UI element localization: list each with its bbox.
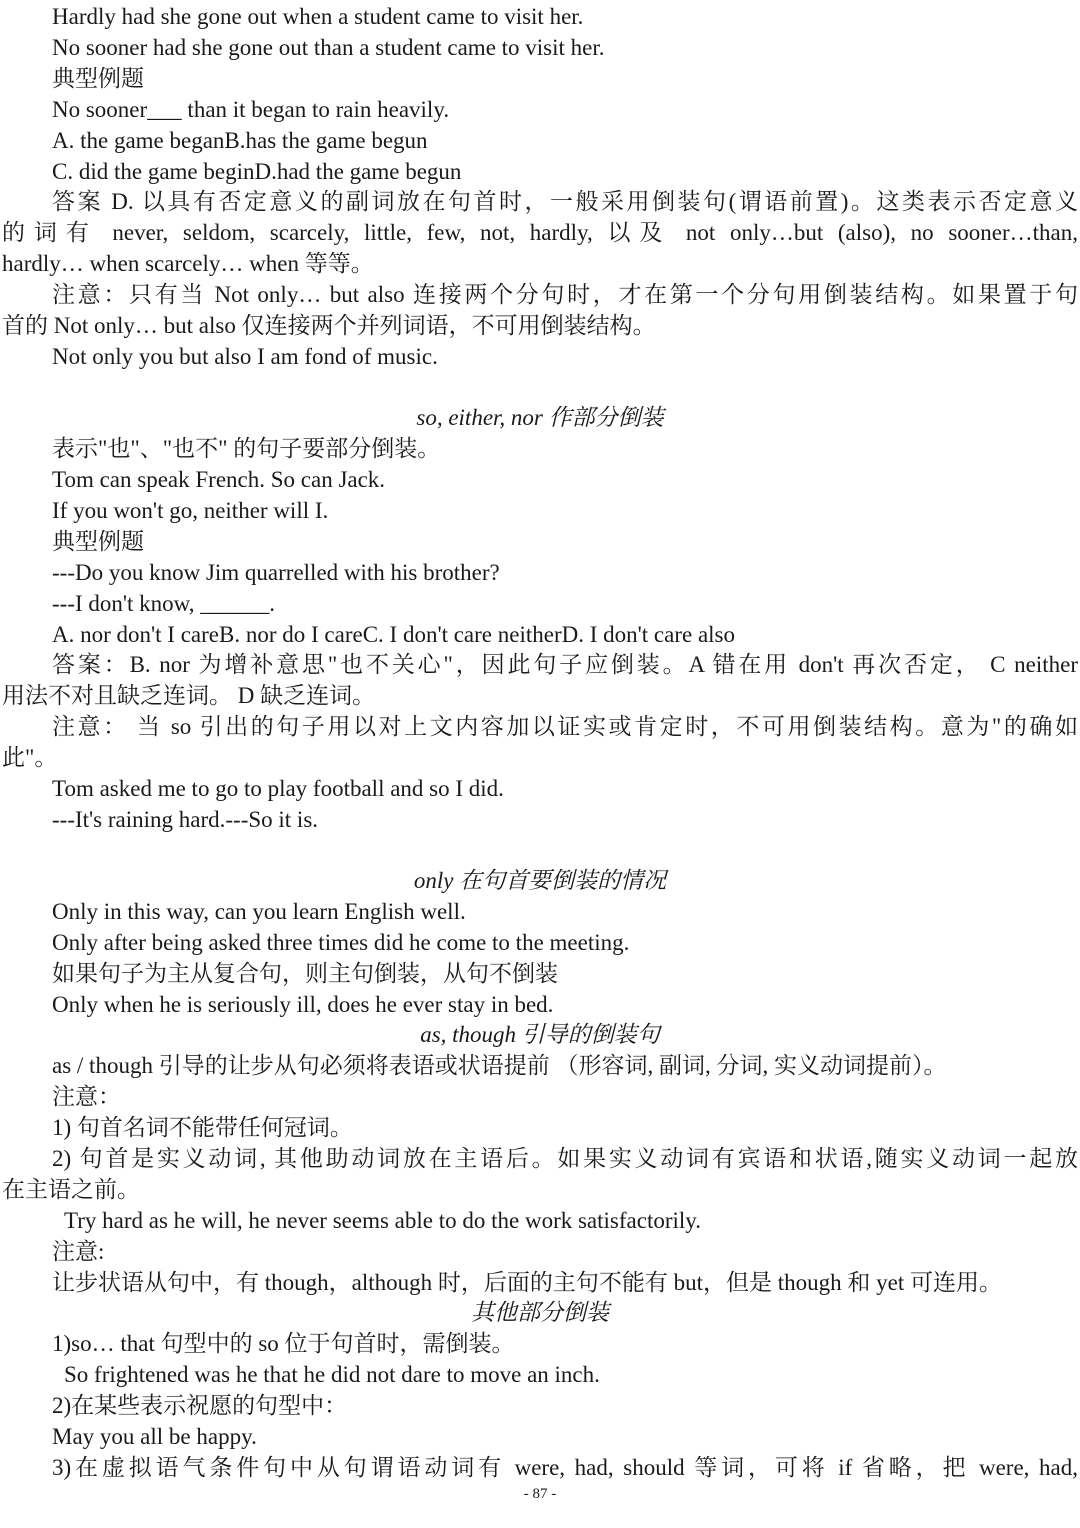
text-line: No sooner___ than it began to rain heavily.: [52, 97, 450, 122]
text-line: 典型例题: [52, 66, 144, 91]
note-line: 注意:: [52, 1239, 105, 1264]
rule-line: 1) 句首名词不能带任何冠词。: [52, 1115, 353, 1140]
text-line: 的词有 never, seldom, scarcely, little, few, not, hardly, 以及 not only…but (also), no sooner…than,: [2, 220, 1078, 245]
section-heading: only 在句首要倒装的情况: [413, 868, 667, 893]
dialogue-line: ---Do you know Jim quarrelled with his brother?: [52, 560, 500, 585]
note-line: 注意： 当 so 引出的句子用以对上文内容加以证实或肯定时，不可用倒装结构。意为"的确如: [52, 714, 1078, 739]
example-line: ---It's raining hard.---So it is.: [52, 807, 319, 832]
text-line: 表示"也"、"也不" 的句子要部分倒装。: [52, 436, 441, 461]
example-line: Tom asked me to go to play football and so I did.: [52, 776, 504, 801]
section-heading: 其他部分倒装: [471, 1300, 609, 1325]
example-line: May you all be happy.: [52, 1424, 257, 1449]
example-line: Only when he is seriously ill, does he ever stay in bed.: [52, 992, 554, 1017]
option-line: C. did the game beginD.had the game begun: [52, 159, 462, 184]
rule-line: 3)在虚拟语气条件句中从句谓语动词有 were, had, should 等词，可将 if 省略，把 were, had,: [52, 1455, 1078, 1480]
example-line: If you won't go, neither will I.: [52, 498, 329, 523]
text-line: 在主语之前。: [2, 1177, 140, 1202]
text-line: 用法不对且缺乏连词。 D 缺乏连词。: [2, 683, 376, 708]
text-line: as / though 引导的让步从句必须将表语或状语提前 （形容词, 副词, 分词, 实义动词提前）。: [52, 1053, 947, 1078]
text-line: 让步状语从句中，有 though，although 时，后面的主句不能有 but，但是 though 和 yet 可连用。: [52, 1270, 1003, 1295]
text-line: Hardly had she gone out when a student came to visit her.: [52, 4, 584, 29]
example-line: Only in this way, can you learn English well.: [52, 899, 466, 924]
page-number: - 87 -: [523, 1486, 557, 1502]
example-line: So frightened was he that he did not dare to move an inch.: [64, 1362, 600, 1387]
note-line: 注意：只有当 Not only… but also 连接两个分句时，才在第一个分句用倒装结构。如果置于句: [52, 282, 1078, 307]
note-line: 注意：: [52, 1084, 121, 1109]
option-line: A. the game beganB.has the game begun: [52, 128, 428, 153]
example-line: Tom can speak French. So can Jack.: [52, 467, 386, 492]
rule-line: 2)在某些表示祝愿的句型中：: [52, 1393, 348, 1418]
rule-line: 1)so… that 句型中的 so 位于句首时，需倒装。: [52, 1331, 515, 1356]
dialogue-line: ---I don't know, ______.: [52, 591, 276, 616]
text-line: 典型例题: [52, 529, 144, 554]
answer-line: 答案 D. 以具有否定意义的副词放在句首时，一般采用倒装句(谓语前置)。这类表示否定意义: [52, 189, 1078, 214]
example-line: Only after being asked three times did he come to the meeting.: [52, 930, 630, 955]
section-heading: so, either, nor 作部分倒装: [416, 405, 664, 430]
section-heading: as, though 引导的倒装句: [420, 1022, 660, 1047]
text-line: 此"。: [2, 745, 58, 770]
example-line: Try hard as he will, he never seems able to do the work satisfactorily.: [64, 1208, 702, 1233]
option-line: A. nor don't I careB. nor do I careC. I don't care neitherD. I don't care also: [52, 622, 736, 647]
example-line: Not only you but also I am fond of music.: [52, 344, 438, 369]
answer-line: 答案：B. nor 为增补意思"也不关心"，因此句子应倒装。A 错在用 don't 再次否定， C neither: [52, 652, 1078, 677]
text-line: hardly… when scarcely… when 等等。: [2, 251, 374, 276]
text-line: 首的 Not only… but also 仅连接两个并列词语，不可用倒装结构。: [2, 313, 656, 338]
text-line: No sooner had she gone out than a student came to visit her.: [52, 35, 605, 60]
rule-line: 2) 句首是实义动词, 其他助动词放在主语后。如果实义动词有宾语和状语,随实义动词一起放: [52, 1146, 1078, 1171]
text-line: 如果句子为主从复合句，则主句倒装，从句不倒装: [52, 961, 558, 986]
